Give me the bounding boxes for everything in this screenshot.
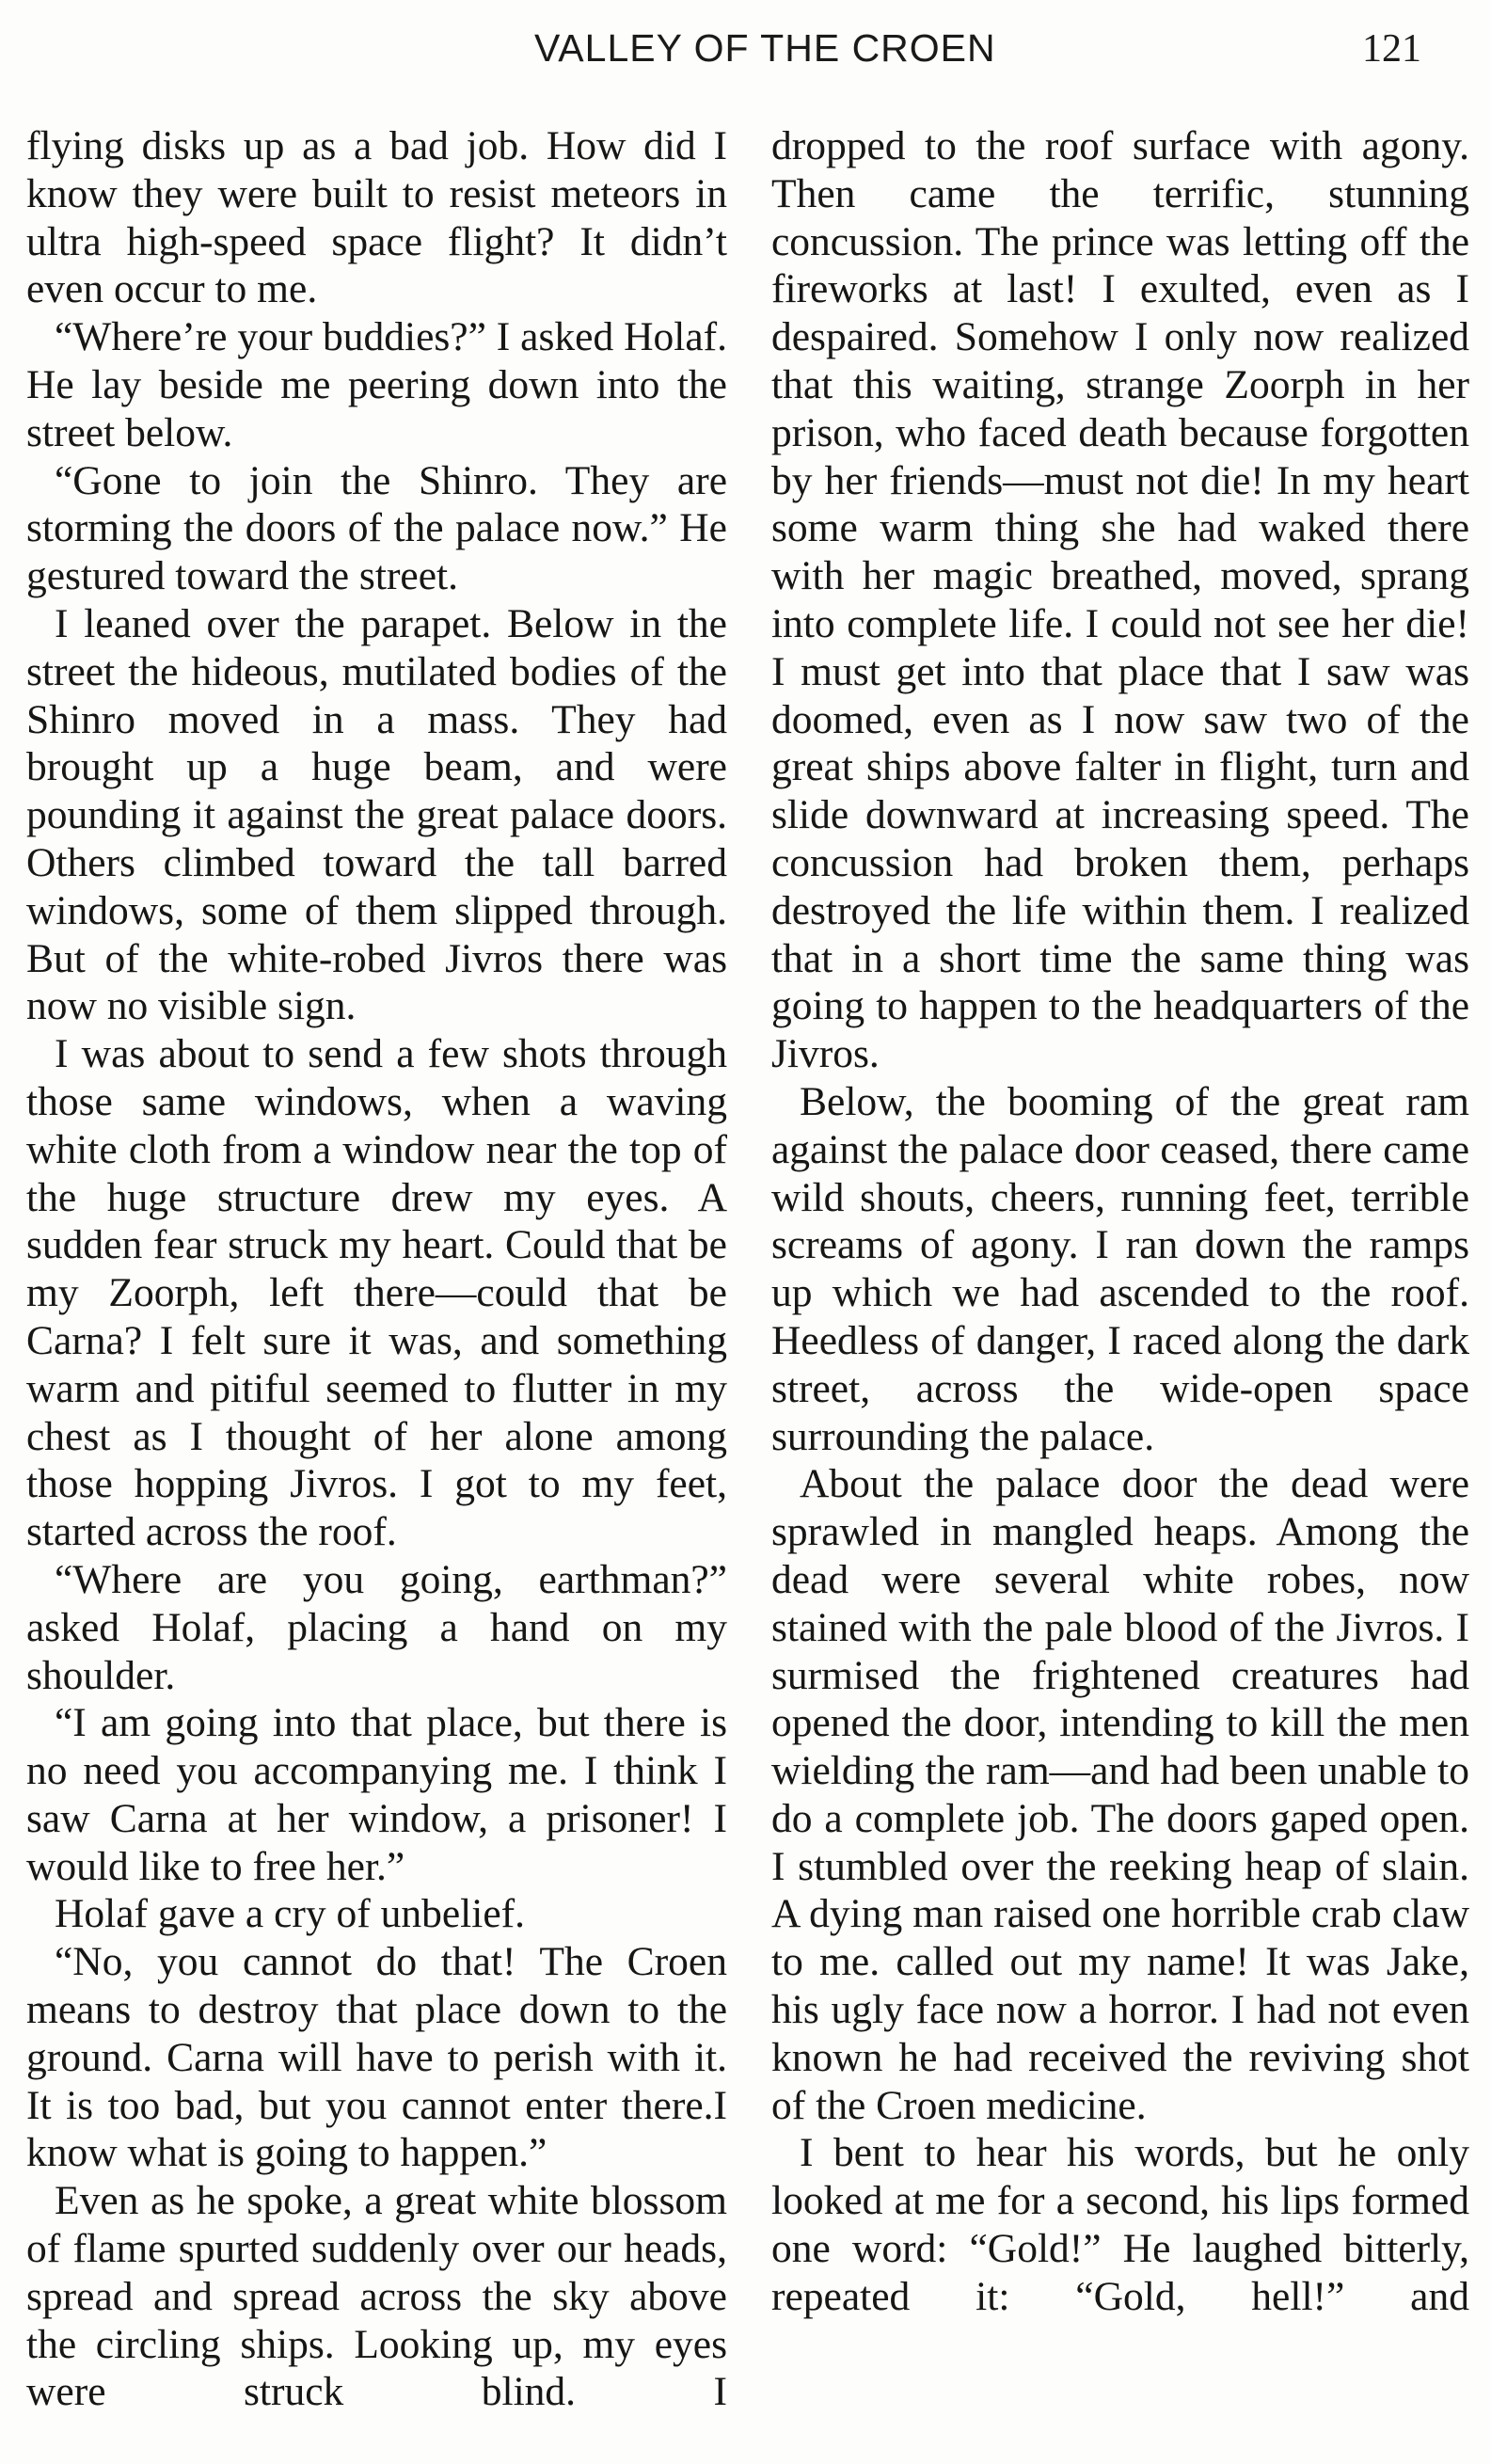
left-column bbox=[26, 122, 727, 2456]
paragraph: I bent to hear his words, but he only looked at me for a second, his lips formed one word: “Gold!” He laughed bitterly, repeated it: “Gold, hell!” and bbox=[771, 2130, 1469, 2319]
right-column bbox=[771, 122, 1469, 2456]
paragraph: “Where are you going, earthman?” asked Holaf, placing a hand on my shoulder. bbox=[26, 1556, 727, 1698]
page-number: 121 bbox=[1362, 27, 1421, 71]
paragraph: “I am going into that place, but there is no need you accompanying me. I think I saw Carna at her window, a prisoner! I would like to free her.” bbox=[26, 1700, 727, 1889]
paragraph: About the palace door the dead were sprawled in mangled heaps. Among the dead were several white robes, now stained with the pale blood of the Jivros. I surmised the frightened creatures had opened the door, intending to kill the men wielding the ram—and had been unable to do a complete job. The doors gaped open. I stumbled over the reeking heap of slain. A dying man raised one horrible crab claw to me. called out my name! It was Jake, his ugly face now a horror. I had not even known he had received the reviving shot of the Croen medicine. bbox=[771, 1461, 1469, 2128]
paragraph: Below, the booming of the great ram against the palace door ceased, there came wild shouts, cheers, running feet, terrible screams of agony. I ran down the ramps up which we had ascended to the roof. Heedless of danger, I raced along the dark street, across the wide-open space surrounding the palace. bbox=[771, 1078, 1469, 1459]
paragraph: “Gone to join the Shinro. They are storming the doors of the palace now.” He gestured toward the street. bbox=[26, 457, 727, 599]
paragraph: flying disks up as a bad job. How did I know they were built to resist meteors in ultra high-speed space flight? It didn’t even occur to me. bbox=[26, 123, 727, 312]
paragraph: “Where’re your buddies?” I asked Holaf. He lay beside me peering down into the street below. bbox=[26, 314, 727, 455]
running-title: VALLEY OF THE CROEN bbox=[534, 26, 996, 70]
paragraph: dropped to the roof surface with agony. Then came the terrific, stunning concussion. The prince was letting off the fireworks at last! I exulted, even as I despaired. Somehow I only now realized that this waiting, strange Zoorph in her prison, who faced death because forgotten by her friends—must not die! In my heart some warm thing she had waked there with her magic breathed, moved, sprang into complete life. I could not see her die! I must get into that place that I saw was doomed, even as I now saw two of the great ships above falter in flight, turn and slide downward at increasing speed. The concussion had broken them, perhaps destroyed the life within them. I realized that in a short time the same thing was going to happen to the headquarters of the Jivros. bbox=[771, 123, 1469, 1077]
paragraph: “No, you cannot do that! The Croen means to destroy that place down to the ground. Carna will have to perish with it. It is too bad, but you cannot enter there.I know what is going to happen.” bbox=[26, 1939, 727, 2176]
paragraph: Holaf gave a cry of unbelief. bbox=[55, 1891, 526, 1937]
running-head bbox=[0, 26, 1491, 83]
paragraph: I was about to send a few shots through those same windows, when a waving white cloth from a window near the top of the huge structure drew my eyes. A sudden fear struck my heart. Could that be my Zoorph, left there—could that be Carna? I felt sure it was, and something warm and pitiful seemed to flutter in my chest as I thought of her alone among those hopping Jivros. I got to my feet, started across the roof. bbox=[26, 1031, 727, 1555]
paragraph: Even as he spoke, a great white blossom of flame spurted suddenly over our heads, spread and spread across the sky above the circling ships. Looking up, my eyes were struck blind. I bbox=[26, 2178, 727, 2415]
paragraph: I leaned over the parapet. Below in the street the hideous, mutilated bodies of the Shinro moved in a mass. They had brought up a huge beam, and were pounding it against the great palace doors. Others climbed toward the tall barred windows, some of them slipped through. But of the white-robed Jivros there was now no visible sign. bbox=[26, 600, 727, 1029]
